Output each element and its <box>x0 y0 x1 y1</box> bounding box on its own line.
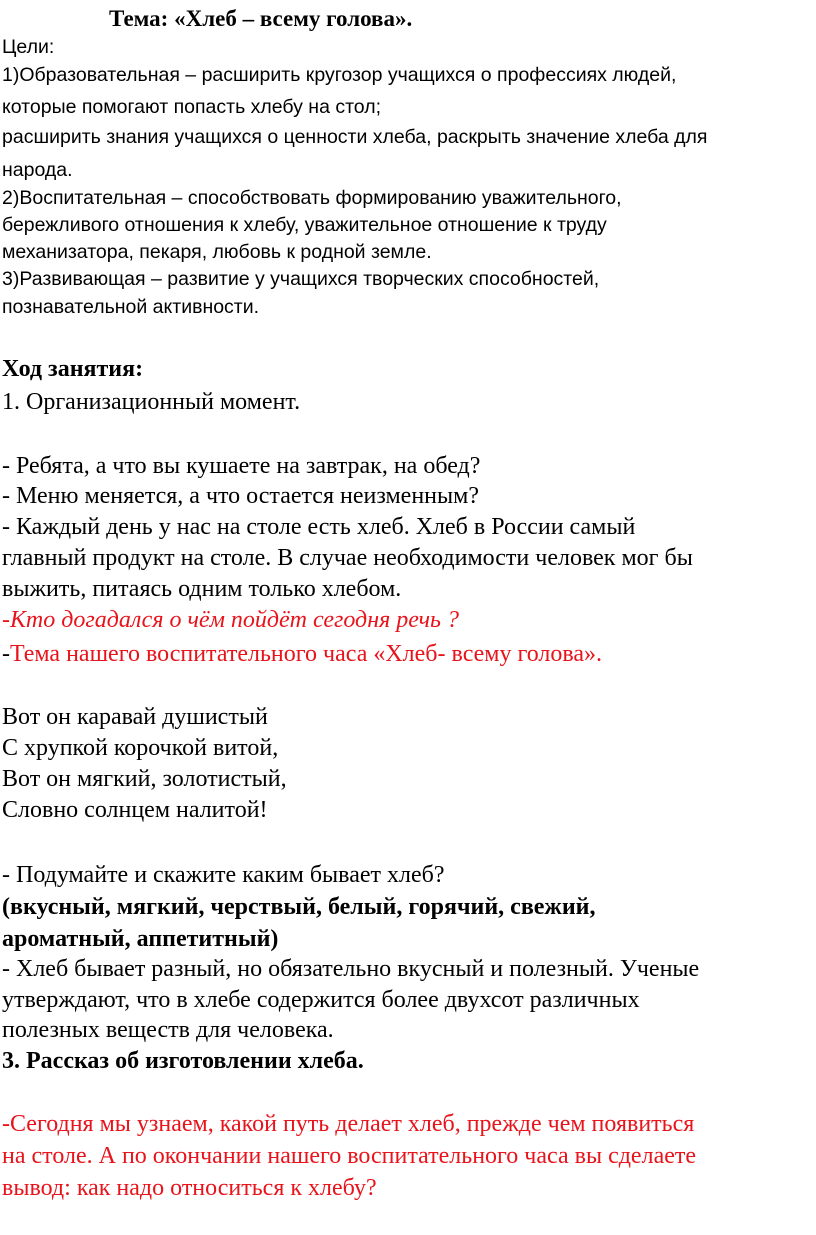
today-red-line: на столе. А по окончании нашего воспитательного часа вы сделаете <box>2 1143 697 1169</box>
dialog-line: - Меню меняется, а что остается неизменным? <box>2 483 479 509</box>
dialog-line: - Ребята, а что вы кушаете на завтрак, на обед? <box>2 453 481 479</box>
topic-line <box>2 640 602 668</box>
topic-red: Тема нашего воспитательного часа «Хлеб- всему голова». <box>10 641 603 667</box>
goal-line: механизатора, пекаря, любовь к родной земле. <box>2 241 432 263</box>
goal-line: 1)Образовательная – расширить кругозор учащихся о профессиях людей, <box>2 64 677 86</box>
goal-line: бережливого отношения к хлебу, уважительное отношение к труду <box>2 214 607 236</box>
topic-dash: - <box>2 641 10 667</box>
goal-line: 3)Развивающая – развитие у учащихся творческих способностей, <box>2 268 600 290</box>
goal-line: которые помогают попасть хлебу на стол; <box>2 96 382 118</box>
poem-line: Вот он мягкий, золотистый, <box>2 766 287 792</box>
poem-line: С хрупкой корочкой витой, <box>2 735 279 761</box>
goal-line: народа. <box>2 159 73 181</box>
question-red: -Кто догадался о чём пойдёт сегодня речь ? <box>2 607 459 633</box>
goals-heading: Цели: <box>2 36 55 58</box>
goal-line: познавательной активности. <box>2 296 260 318</box>
poem-line: Вот он каравай душистый <box>2 704 268 730</box>
facts-line: полезных веществ для человека. <box>2 1017 334 1043</box>
facts-line: утверждают, что в хлебе содержится более двухсот различных <box>2 987 640 1013</box>
today-red-line: вывод: как надо относиться к хлебу? <box>2 1175 377 1201</box>
goal-line: расширить знания учащихся о ценности хлеба, раскрыть значение хлеба для <box>2 126 708 148</box>
goal-line: 2)Воспитательная – способствовать формированию уважительного, <box>2 187 622 209</box>
today-red-line: -Сегодня мы узнаем, какой путь делает хлеб, прежде чем появиться <box>2 1111 695 1137</box>
poem-line: Словно солнцем налитой! <box>2 797 268 823</box>
dialog-line: главный продукт на столе. В случае необходимости человек мог бы <box>2 545 693 571</box>
step-1-heading: 1. Организационный момент. <box>2 389 301 415</box>
answers-line: (вкусный, мягкий, черствый, белый, горячий, свежий, <box>2 894 596 920</box>
page-title: Тема: «Хлеб – всему голова». <box>109 6 413 31</box>
facts-line: - Хлеб бывает разный, но обязательно вкусный и полезный. Ученые <box>2 956 700 982</box>
course-heading: Ход занятия: <box>2 356 144 382</box>
step-3-heading: 3. Рассказ об изготовлении хлеба. <box>2 1048 364 1074</box>
dialog-line: - Каждый день у нас на столе есть хлеб. Хлеб в России самый <box>2 514 636 540</box>
answers-line: ароматный, аппетитный) <box>2 926 279 952</box>
question-line: - Подумайте и скажите каким бывает хлеб? <box>2 862 445 888</box>
dialog-line: выжить, питаясь одним только хлебом. <box>2 576 402 602</box>
